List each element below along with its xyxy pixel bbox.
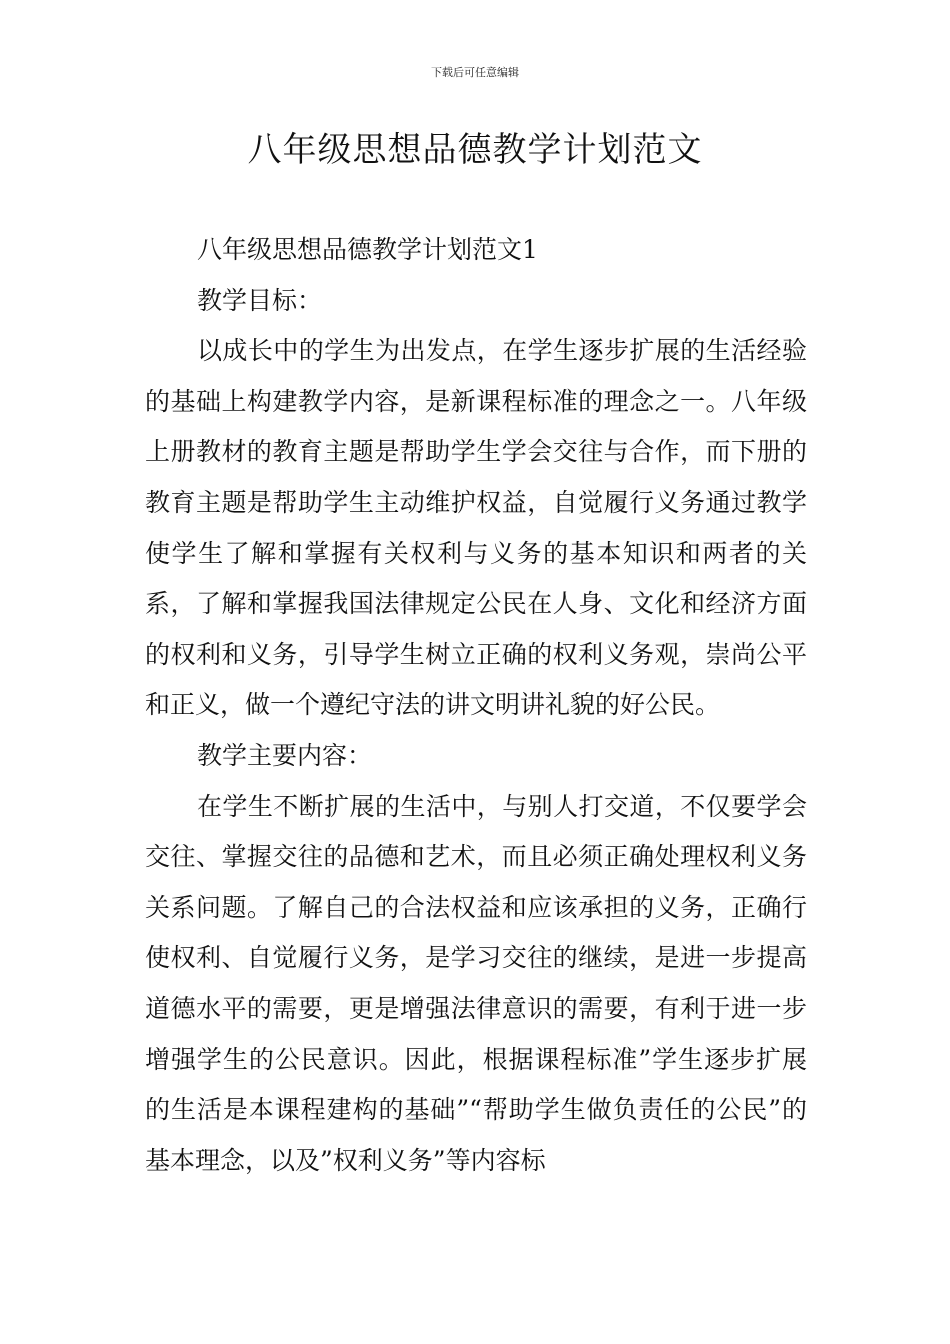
document-body — [145, 225, 807, 1186]
paragraph-goals: 以成长中的学生为出发点，在学生逐步扩展的生活经验的基础上构建教学内容，是新课程标准的理念之一。八年级上册教材的教育主题是帮助学生学会交往与合作，而下册的教育主题是帮助学生主动维护权益，自觉履行义务通过教学使学生了解和掌握有关权利与义务的基本知识和两者的关系，了解和掌握我国法律规定公民在人身、文化和经济方面的权利和义务，引导学生树立正确的权利义务观，崇尚公平和正义，做一个遵纪守法的讲文明讲礼貌的好公民。 — [145, 336, 807, 720]
document-title: 八年级思想品德教学计划范文 — [247, 130, 703, 170]
paragraph-content: 在学生不断扩展的生活中，与别人打交道，不仅要学会交往、掌握交往的品德和艺术，而且必须正确处理权利义务关系问题。了解自己的合法权益和应该承担的义务，正确行使权利、自觉履行义务，是学习交往的继续，是进一步提高道德水平的需要，更是增强法律意识的需要，有利于进一步增强学生的公民意识。因此，根据课程标准”学生逐步扩展的生活是本课程建构的基础”“帮助学生做负责任的公民”的基本理念，以及”权利义务”等内容标 — [145, 791, 807, 1175]
paragraph-heading-content: 教学主要内容： — [197, 740, 373, 770]
paragraph-subtitle: 八年级思想品德教学计划范文1 — [197, 235, 538, 264]
header-note: 下载后可任意编辑 — [431, 66, 519, 79]
paragraph-heading-goals: 教学目标： — [197, 285, 323, 315]
